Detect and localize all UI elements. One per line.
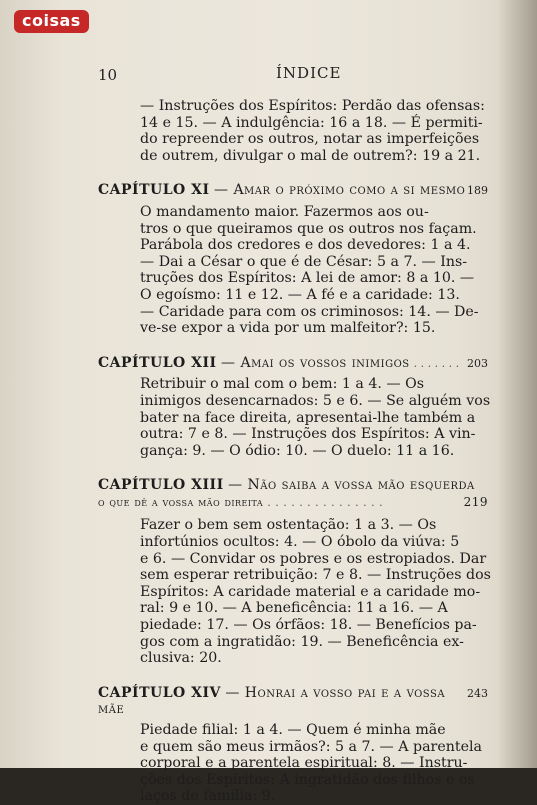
chapter-page-number: 203 — [467, 356, 488, 370]
watermark-logo: coisas — [14, 10, 89, 33]
intro-line: — Instruções dos Espíritos: Perdão das ofensas: — [140, 98, 485, 114]
page-number: 10 — [98, 66, 118, 84]
intro-entry — [140, 98, 488, 164]
chapter-heading-xi — [98, 182, 488, 200]
intro-line: de outrem, divulgar o mal de outrem?: 19 a 21. — [140, 147, 481, 164]
summary-line: Parábola dos credores e dos devedores: 1 a 4. — [140, 237, 471, 254]
summary-line: — Caridade para com os criminosos: 14. — De- — [140, 303, 479, 320]
summary-line: truções dos Espíritos: A lei de amor: 8 a 10. — — [140, 270, 475, 287]
summary-line: Fazer o bem sem ostentação: 1 a 3. — Os — [140, 517, 437, 534]
chapter-title-continued: o que dê a vossa mão direita — [98, 494, 264, 509]
summary-line: ral: 9 e 10. — A beneficência: 11 a 16. — A — [140, 600, 448, 617]
summary-line: ções dos Espíritos: A ingratidão dos filhos e os — [140, 771, 475, 788]
chapter-title: — Não saiba a vossa mão esquerda — [228, 477, 475, 494]
summary-line: corporal e a parentela espiritual: 8. — Instru- — [140, 755, 468, 772]
summary-line: clusiva: 20. — [140, 650, 222, 667]
chapter-summary-xii — [140, 376, 491, 459]
chapter-page-number: 189 — [467, 184, 488, 198]
chapter-label: CAPÍTULO XII — [98, 354, 217, 371]
index-content — [98, 98, 491, 805]
leader-dots: . . . . . . . — [413, 356, 460, 370]
chapter-label: CAPÍTULO XIII — [98, 477, 224, 494]
chapter-page-number: 243 — [467, 686, 488, 700]
summary-line: tros o que queiramos que os outros nos façam. — [140, 220, 477, 237]
chapter-heading-xiii-continued — [98, 494, 488, 512]
chapter-summary-xiii — [140, 517, 491, 667]
summary-line: gança: 9. — O ódio: 10. — O duelo: 11 a 16. — [140, 442, 455, 459]
summary-line: O mandamento maior. Fazermos aos ou- — [140, 203, 429, 220]
chapter-summary-xi — [140, 204, 488, 337]
summary-line: bater na face direita, apresentai-lhe também a — [140, 409, 476, 426]
summary-line: — Dai a César o que é de César: 5 a 7. — Ins- — [140, 253, 468, 270]
summary-line: e quem são meus irmãos?: 5 a 7. — A parentela — [140, 738, 482, 755]
chapter-title: — Amar o próximo como a si mesmo — [214, 182, 466, 199]
chapter-heading-xiv — [98, 685, 488, 718]
running-head: ÍNDICE — [276, 64, 342, 82]
summary-line: O egoísmo: 11 e 12. — A fé e a caridade: 13. — [140, 286, 460, 303]
intro-line: do repreender os outros, notar as imperfeições — [140, 131, 480, 148]
summary-line: Piedade filial: 1 a 4. — Quem é minha mãe — [140, 722, 446, 738]
chapter-label: CAPÍTULO XIV — [98, 684, 221, 701]
chapter-title: — Honrai a vosso pai e a vossa mãe — [98, 684, 446, 718]
chapter-heading-xiii — [98, 477, 488, 494]
page-edge-shadow — [497, 0, 537, 768]
summary-line: Retribuir o mal com o bem: 1 a 4. — Os — [140, 376, 425, 393]
intro-line: 14 e 15. — A indulgência: 16 a 18. — É permiti- — [140, 114, 483, 131]
summary-line: inimigos desencarnados: 5 e 6. — Se alguém vos — [140, 392, 491, 409]
chapter-summary-xiv — [140, 722, 488, 805]
summary-line: laços de família: 9. — [140, 788, 276, 805]
summary-line: Espíritos: A caridade material e a caridade mo- — [140, 583, 481, 600]
summary-line: ve-se expor a vida por um malfeitor?: 15. — [140, 320, 436, 337]
leader-dots: . . . . . . . . . . . . . . . — [267, 495, 384, 509]
chapter-page-number: 219 — [463, 494, 488, 509]
summary-line: sem esperar retribuição: 7 e 8. — Instruções dos — [140, 567, 491, 584]
chapter-label: CAPÍTULO XI — [98, 182, 210, 199]
summary-line: piedade: 17. — Os órfãos: 18. — Benefícios pa- — [140, 617, 477, 634]
chapter-title: — Amai os vossos inimigos — [221, 354, 410, 371]
summary-line: outra: 7 e 8. — Instruções dos Espíritos: A vin- — [140, 426, 476, 443]
chapter-heading-xii — [98, 355, 488, 373]
summary-line: gos com a ingratidão: 19. — Beneficência ex- — [140, 633, 464, 650]
summary-line: e 6. — Convidar os pobres e os estropiados. Dar — [140, 550, 487, 567]
summary-line: infortúnios ocultos: 4. — O óbolo da viúva: 5 — [140, 534, 460, 551]
